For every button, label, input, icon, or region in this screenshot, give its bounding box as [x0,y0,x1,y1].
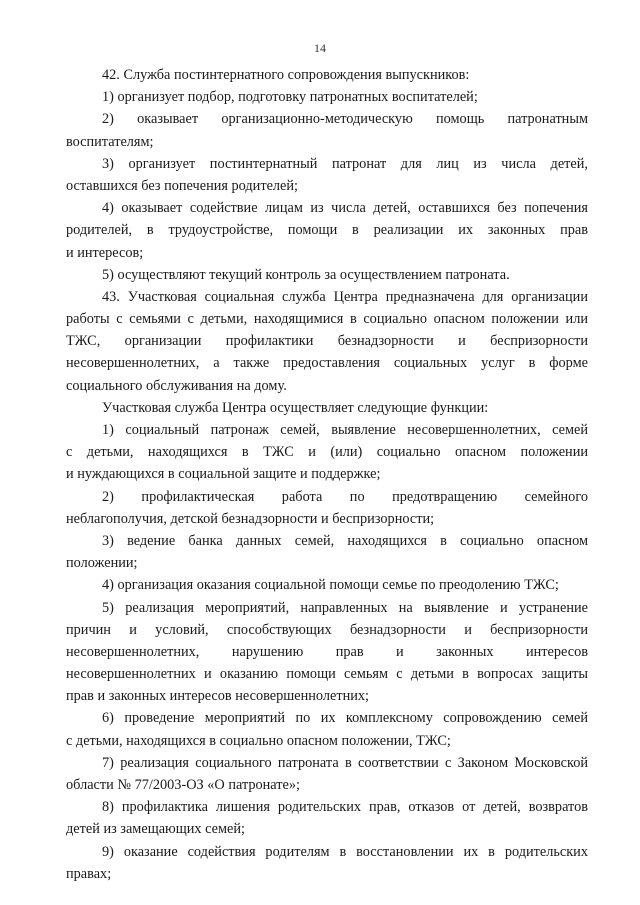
text-line: причин и условий, способствующих безнадзорности и беспризорности [66,621,588,638]
text-line: 42. Служба постинтернатного сопровождения выпускников: [102,67,470,83]
text-line: 2) оказывает организационно-методическую помощь патронатным [102,111,588,128]
text-line: 3) ведение банка данных семей, находящихся в социально опасном [102,532,588,549]
text-line: правах; [66,865,112,882]
text-line: несовершеннолетних, а также предоставления социальных услуг в форме [66,355,588,372]
text-line: прав и законных интересов несовершеннолетних; [66,688,370,705]
text-line: 5) реализация мероприятий, направленных на выявление и устранение [102,599,588,616]
text-line: родителей, в трудоустройстве, помощи в реализации их законных прав [66,222,588,239]
text-line: несовершеннолетних и оказанию помощи семьям с детьми в вопросах защиты [66,666,588,683]
text-line: 8) профилактика лишения родительских прав, отказов от детей, возвратов [102,799,588,816]
text-line: области № 77/2003-ОЗ «О патронате»; [66,777,300,793]
document-body [66,64,588,885]
text-line: неблагополучия, детской безнадзорности и беспризорности; [66,510,435,527]
text-line: с детьми, находящихся в ТЖС и (или) социально опасном положении [66,444,588,461]
text-line: и нуждающихся в социальной защите и поддержке; [66,466,381,483]
text-line: Участковая служба Центра осуществляет следующие функции: [102,399,489,416]
text-line: детей из замещающих семей; [66,821,245,838]
text-line: 2) профилактическая работа по предотвращению семейного [102,488,588,505]
text-line: 4) организация оказания социальной помощи семье по преодолению ТЖС; [102,577,559,594]
page-number: 14 [314,41,326,55]
text-line: 7) реализация социального патроната в соответствии с Законом Московской [102,754,588,771]
text-line: и интересов; [66,244,144,261]
text-line: 3) организует постинтернатный патронат для лиц из числа детей, [102,155,588,172]
text-line: 4) оказывает содействие лицам из числа детей, оставшихся без попечения [102,200,588,217]
text-line: 6) проведение мероприятий по их комплексному сопровождению семей [102,710,588,727]
text-line: 43. Участковая социальная служба Центра предназначена для организации [102,288,588,305]
text-line: 9) оказание содействия родителям в восстановлении их в родительских [102,843,588,860]
text-line: положении; [66,555,138,572]
text-line: воспитателям; [66,133,154,150]
text-line: 1) социальный патронаж семей, выявление несовершеннолетних, семей [102,422,588,438]
text-line: 1) организует подбор, подготовку патронатных воспитателей; [102,89,478,106]
text-line: 5) осуществляют текущий контроль за осуществлением патроната. [102,266,510,283]
text-line: ТЖС, организации профилактики безнадзорности и беспризорности [66,333,588,350]
text-line: социального обслуживания на дому. [66,377,287,394]
text-line: с детьми, находящихся в социально опасном положении, ТЖС; [66,732,451,749]
text-line: несовершеннолетних, нарушению прав и законных интересов [66,643,588,660]
text-line: оставшихся без попечения родителей; [66,177,299,194]
text-line: работы с семьями с детьми, находящимися в социально опасном положении или [66,311,588,328]
